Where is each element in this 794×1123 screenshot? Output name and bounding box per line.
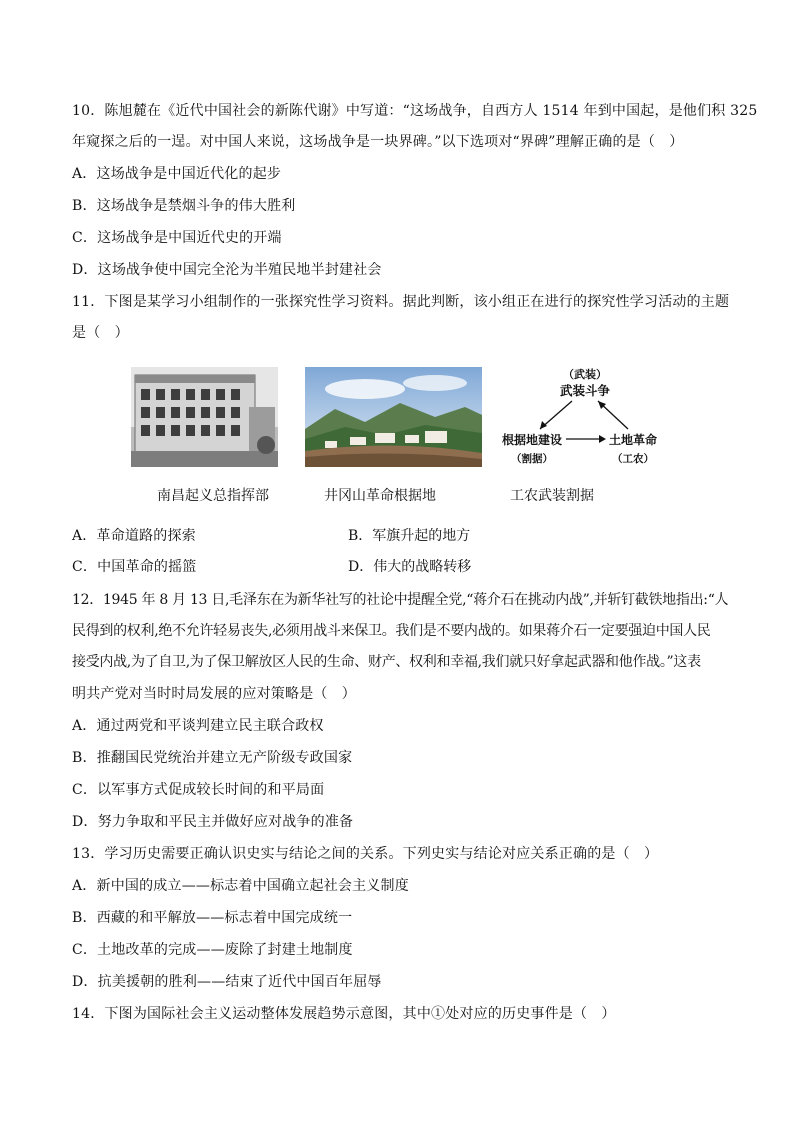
jinggangshan-base-photo (305, 367, 482, 467)
q12-option-b[interactable]: B．推翻国民党统治并建立无产阶级专政国家 (72, 750, 353, 766)
q10-option-c[interactable]: C．这场战争是中国近代史的开端 (72, 230, 282, 246)
q11-option-a[interactable]: A．革命道路的探索 (72, 528, 196, 544)
q11-stem-line-1: 11．下图是某学习小组制作的一张探究性学习资料。据此判断，该小组正在进行的探究性学习活动的主题 (72, 294, 730, 310)
q12-stem-line-1: 12．1945 年 8 月 13 日,毛泽东在为新华社写的社论中提醒全党,“蒋介石在挑动内战”,并斩钉截铁地指出:“人 (72, 592, 729, 608)
q10-option-b[interactable]: B．这场战争是禁烟斗争的伟大胜利 (72, 198, 296, 214)
caption-armed-separatism: 工农武装割据 (510, 488, 594, 504)
diagram-right-small-label: （工农） (612, 453, 654, 465)
q10-stem-line-2: 年窥探之后的一逞。对中国人来说，这场战争是一块界碑。”以下选项对“界碑”理解正确的是（ ） (72, 134, 684, 150)
diagram-right-label: 土地革命 (608, 433, 658, 447)
diagram-left-small-label: （割据） (511, 453, 553, 465)
q13-stem-line-1: 13．学习历史需要正确认识史实与结论之间的关系。下列史实与结论对应关系正确的是（ ） (72, 846, 659, 862)
diagram-left-label: 根据地建设 (501, 433, 563, 447)
q11-option-c[interactable]: C．中国革命的摇篮 (72, 559, 197, 575)
q10-option-d[interactable]: D．这场战争使中国完全沦为半殖民地半封建社会 (72, 262, 382, 278)
q12-option-a[interactable]: A．通过两党和平谈判建立民主联合政权 (72, 718, 324, 734)
q11-stem-line-2: 是（ ） (72, 325, 129, 341)
q13-option-c[interactable]: C．土地改革的完成——废除了封建土地制度 (72, 942, 353, 958)
diagram-top-small-label: （武装） (563, 368, 607, 381)
q12-option-c[interactable]: C．以军事方式促成较长时间的和平局面 (72, 782, 325, 798)
q14-stem-line-1: 14．下图为国际社会主义运动整体发展趋势示意图，其中①处对应的历史事件是（ ） (72, 1006, 616, 1022)
workers-peasants-armed-separatism-diagram (500, 367, 670, 467)
nanchang-uprising-headquarters-photo (131, 367, 278, 467)
caption-nanchang: 南昌起义总指挥部 (157, 488, 269, 504)
q10-option-a[interactable]: A．这场战争是中国近代化的起步 (72, 166, 282, 182)
q11-option-d[interactable]: D．伟大的战略转移 (348, 559, 472, 575)
q13-option-b[interactable]: B．西藏的和平解放——标志着中国完成统一 (72, 910, 353, 926)
q11-option-b[interactable]: B．军旗升起的地方 (348, 528, 471, 544)
caption-jinggangshan: 井冈山革命根据地 (324, 488, 436, 504)
diagram-top-label: 武装斗争 (559, 383, 611, 398)
q12-stem-line-3: 接受内战,为了自卫,为了保卫解放区人民的生命、财产、权利和幸福,我们就只好拿起武器和他作战。”这表 (72, 654, 701, 670)
q13-option-a[interactable]: A．新中国的成立——标志着中国确立起社会主义制度 (72, 878, 409, 894)
q12-stem-line-4: 明共产党对当时时局发展的应对策略是（ ） (72, 686, 356, 702)
q12-option-d[interactable]: D．努力争取和平民主并做好应对战争的准备 (72, 814, 354, 830)
q12-stem-line-2: 民得到的权利,绝不允许轻易丧失,必须用战斗来保卫。我们是不要内战的。如果蒋介石一定要强迫中国人民 (72, 623, 711, 639)
q10-stem-line-1: 10．陈旭麓在《近代中国社会的新陈代谢》中写道：“这场战争，自西方人 1514 年到中国起，是他们积 325 (72, 103, 758, 119)
q13-option-d[interactable]: D．抗美援朝的胜利——结束了近代中国百年屈辱 (72, 974, 382, 990)
